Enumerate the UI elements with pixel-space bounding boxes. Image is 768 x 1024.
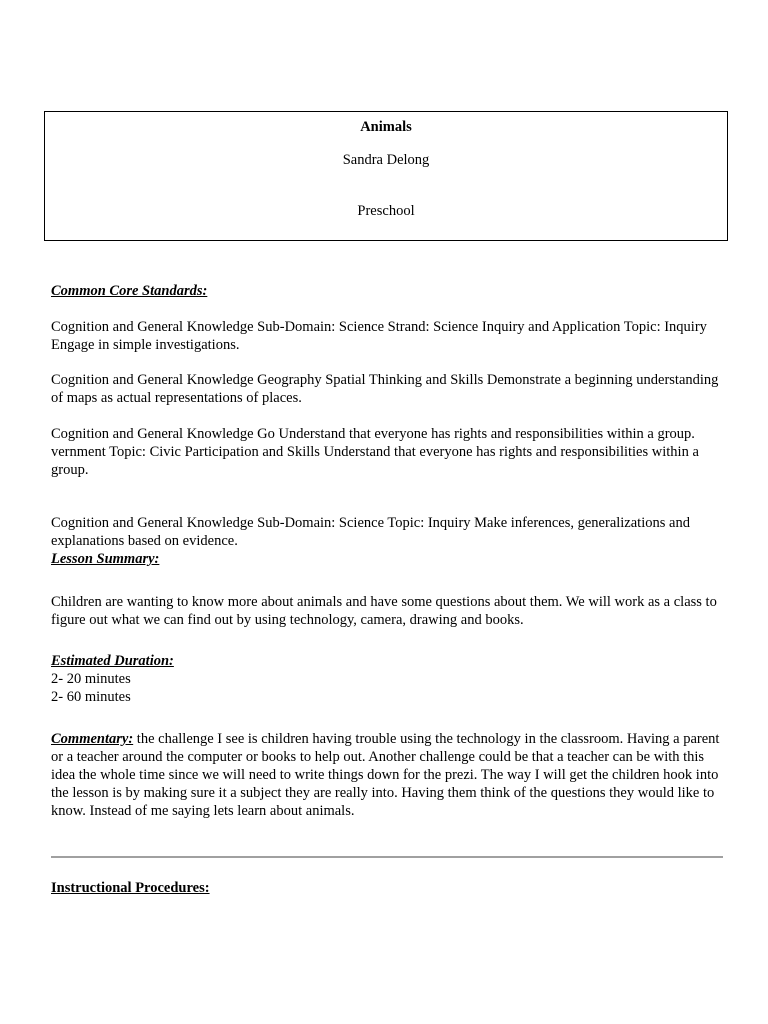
standard-item-2: Cognition and General Knowledge Geography Spatial Thinking and Skills Demonstrate a beginning understanding of maps as actual representations of places. bbox=[51, 372, 719, 406]
commentary-heading: Commentary: bbox=[51, 731, 134, 747]
author-name: Sandra Delong bbox=[342, 152, 430, 168]
commentary-paragraph bbox=[51, 730, 731, 820]
duration-heading: Estimated Duration: bbox=[51, 653, 174, 669]
procedures-heading: Instructional Procedures: bbox=[51, 880, 210, 896]
standards-heading: Common Core Standards: bbox=[51, 283, 208, 299]
lesson-header-box bbox=[44, 111, 728, 241]
standard-item-1: Cognition and General Knowledge Sub-Domain: Science Strand: Science Inquiry and Application Topic: Inquiry Engage in simple investigations. bbox=[51, 319, 707, 353]
grade-level: Preschool bbox=[357, 203, 415, 219]
lesson-title: Animals bbox=[360, 119, 412, 135]
duration-line-1: 2- 20 minutes bbox=[51, 671, 131, 687]
section-divider bbox=[51, 856, 723, 858]
standard-item-4: Cognition and General Knowledge Sub-Domain: Science Topic: Inquiry Make inferences, generalizations and explanations based on evidence. bbox=[51, 515, 690, 549]
duration-line-2: 2- 60 minutes bbox=[51, 689, 131, 705]
summary-heading: Lesson Summary: bbox=[51, 551, 160, 567]
commentary-text: the challenge I see is children having trouble using the technology in the classroom. Having a parent or a teacher around the computer or books to help out. Another challenge could be that a teacher can be with this idea the whole time since we will need to write things down for the prezi. The way I will get the children hook into the lesson is by making sure it a subject they are really into. Having them think of the questions they would like to know. Instead of me saying lets learn about animals. bbox=[51, 731, 720, 819]
summary-text: Children are wanting to know more about animals and have some questions about them. We will work as a class to figure out what we can find out by using technology, camera, drawing and books. bbox=[51, 594, 717, 628]
standard-item-3: Cognition and General Knowledge Go Understand that everyone has rights and responsibilities within a group. vernment Topic: Civic Participation and Skills Understand that everyone has rights and responsibilities within a group. bbox=[51, 426, 699, 478]
